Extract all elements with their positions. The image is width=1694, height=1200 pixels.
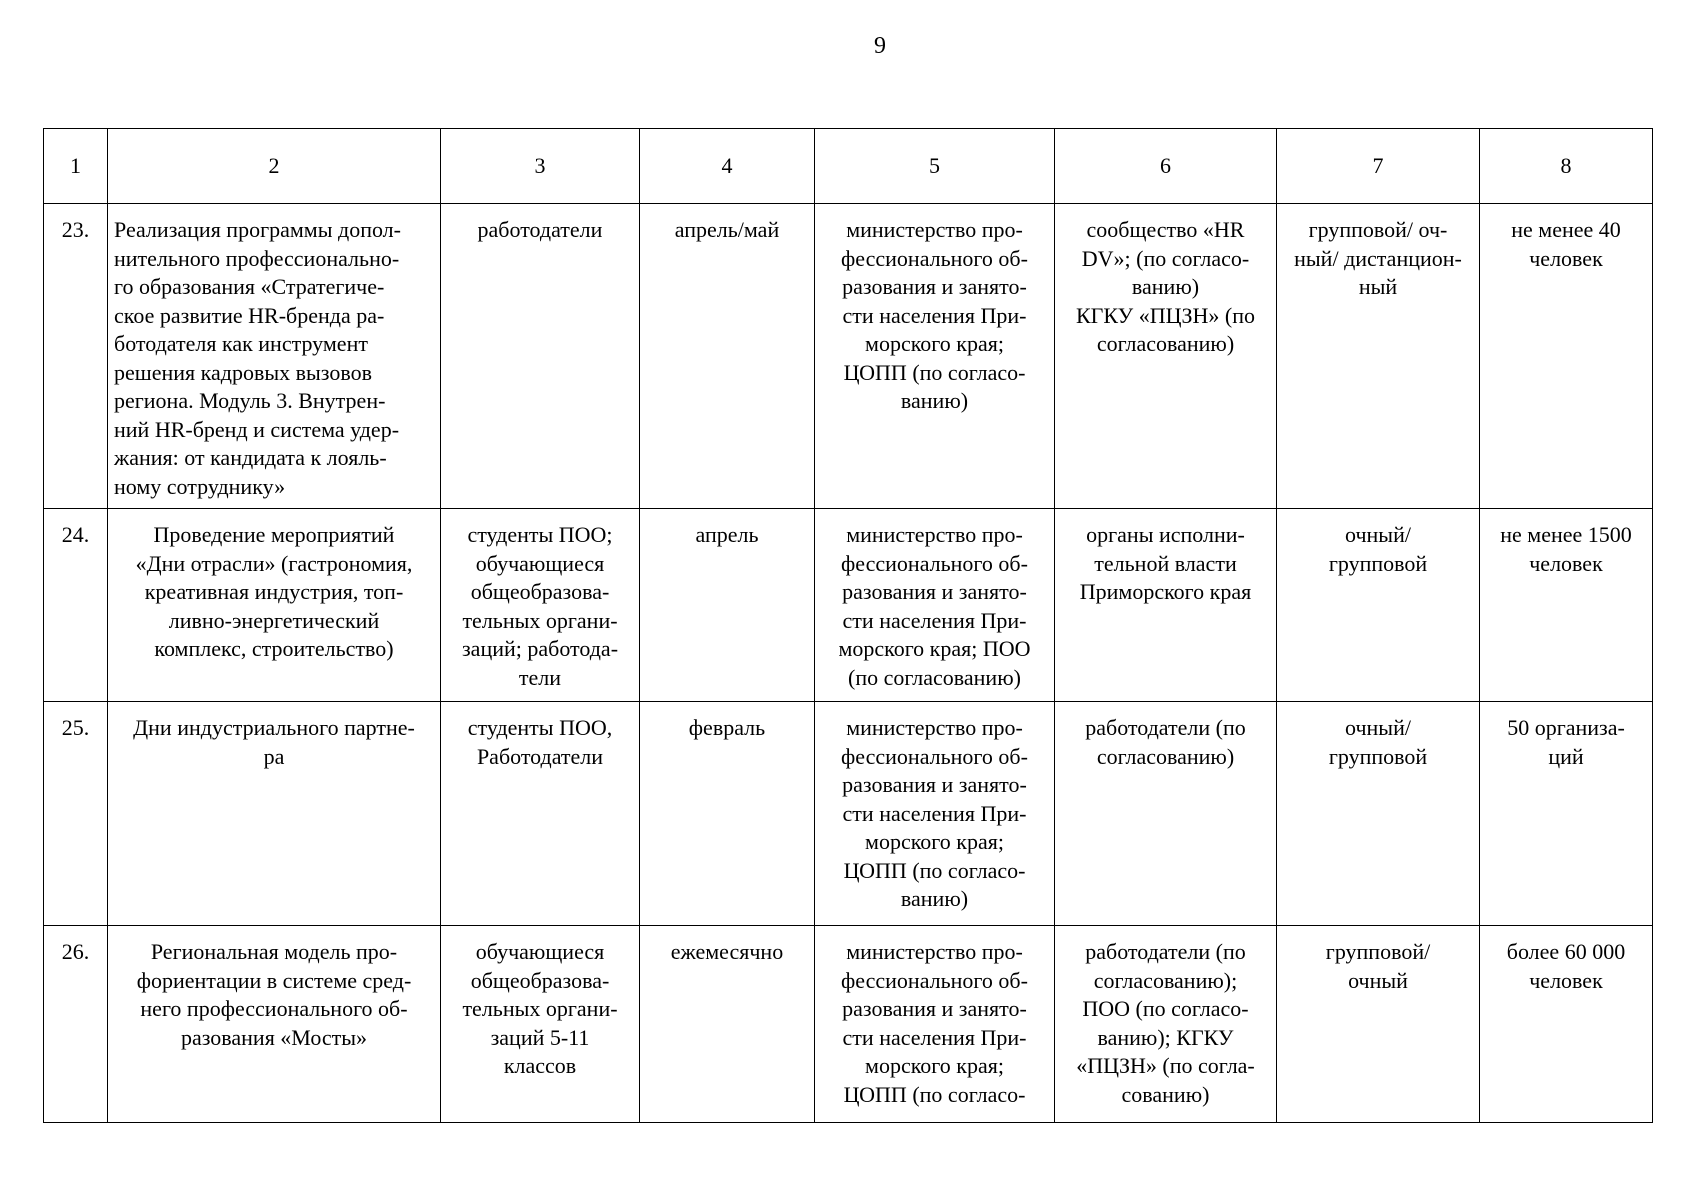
event-name: Региональная модель про- фориентации в системе сред- него профессионального об- разования «Мосты» [108, 926, 441, 1123]
format: групповой/ оч- ный/ дистанцион- ный [1277, 204, 1480, 509]
partners: органы исполни- тельной власти Приморского края [1055, 509, 1277, 702]
row-number: 25. [44, 702, 108, 926]
page-number: 9 [874, 33, 886, 59]
header-cell: 1 [44, 129, 108, 204]
coverage: не менее 40 человек [1480, 204, 1653, 509]
responsible: министерство про- фессионального об- разования и занято- сти населения При- морского края; ЦОПП (по согласо- ванию) [815, 204, 1055, 509]
header-cell: 3 [441, 129, 640, 204]
table-row [44, 204, 1653, 509]
table-row [44, 702, 1653, 926]
table-row [44, 509, 1653, 702]
header-cell: 6 [1055, 129, 1277, 204]
timing: апрель [640, 509, 815, 702]
responsible: министерство про- фессионального об- разования и занято- сти населения При- морского края; ЦОПП (по согласо- [815, 926, 1055, 1123]
participants: студенты ПОО, Работодатели [441, 702, 640, 926]
partners: работодатели (по согласованию); ПОО (по согласо- ванию); КГКУ «ПЦЗН» (по согла- сованию) [1055, 926, 1277, 1123]
header-cell: 8 [1480, 129, 1653, 204]
participants: обучающиеся общеобразова- тельных органи- заций 5-11 классов [441, 926, 640, 1123]
row-number: 23. [44, 204, 108, 509]
format: групповой/ очный [1277, 926, 1480, 1123]
responsible: министерство про- фессионального об- разования и занято- сти населения При- морского края; ПОО (по согласованию) [815, 509, 1055, 702]
coverage: не менее 1500 человек [1480, 509, 1653, 702]
timing: февраль [640, 702, 815, 926]
header-cell: 5 [815, 129, 1055, 204]
table-header-row [44, 129, 1653, 204]
event-name: Дни индустриального партне- ра [108, 702, 441, 926]
participants: работодатели [441, 204, 640, 509]
row-number: 24. [44, 509, 108, 702]
header-cell: 7 [1277, 129, 1480, 204]
coverage: более 60 000 человек [1480, 926, 1653, 1123]
responsible: министерство про- фессионального об- разования и занято- сти населения При- морского края; ЦОПП (по согласо- ванию) [815, 702, 1055, 926]
timing: ежемесячно [640, 926, 815, 1123]
partners: сообщество «HR DV»; (по согласо- ванию) КГКУ «ПЦЗН» (по согласованию) [1055, 204, 1277, 509]
header-cell: 2 [108, 129, 441, 204]
participants: студенты ПОО; обучающиеся общеобразова- тельных органи- заций; работода- тели [441, 509, 640, 702]
timing: апрель/май [640, 204, 815, 509]
format: очный/ групповой [1277, 509, 1480, 702]
row-number: 26. [44, 926, 108, 1123]
event-name: Проведение мероприятий «Дни отрасли» (гастрономия, креативная индустрия, топ- ливно-энергетический комплекс, строительство) [108, 509, 441, 702]
header-cell: 4 [640, 129, 815, 204]
events-table [43, 128, 1653, 1123]
partners: работодатели (по согласованию) [1055, 702, 1277, 926]
coverage: 50 организа- ций [1480, 702, 1653, 926]
format: очный/ групповой [1277, 702, 1480, 926]
event-name: Реализация программы допол- нительного профессионально- го образования «Стратегиче- ское развитие HR-бренда ра- ботодателя как инструмент решения кадровых вызовов региона. Модуль 3. Внутрен- ний HR-бренд и система удер- жания: от кандидата к лояль- ному сотруднику» [108, 204, 441, 509]
table-row [44, 926, 1653, 1123]
